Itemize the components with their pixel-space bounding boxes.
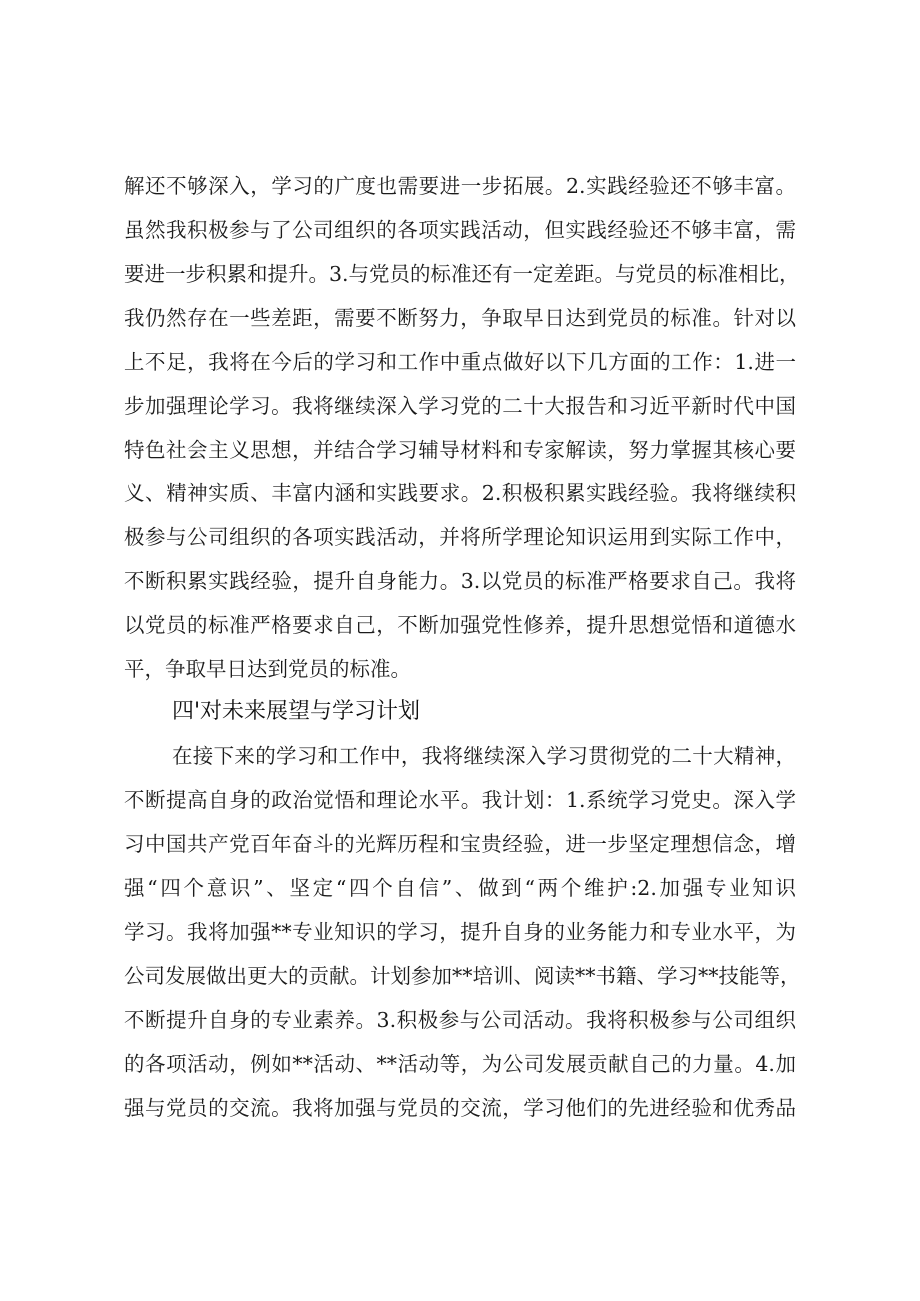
section-heading: 四'对未来展望与学习计划 (172, 699, 421, 724)
body-text-line: 公司发展做出更大的贡献。计划参加**培训、阅读**书籍、学习**技能等， (124, 964, 801, 988)
body-text-line: 强“四个意识”、坚定“四个自信”、做到“两个维护:2.加强专业知识 (124, 876, 796, 900)
body-text-line: 步加强理论学习。我将继续深入学习党的二十大报告和习近平新时代中国 (124, 394, 796, 418)
body-text-line: 学习。我将加强**专业知识的学习，提升自身的业务能力和专业水平，为 (124, 920, 796, 944)
body-text-line: 的各项活动，例如**活动、**活动等，为公司发展贡献自己的力量。4.加 (124, 1052, 796, 1076)
body-text-line: 我仍然存在一些差距，需要不断努力，争取早日达到党员的标准。针对以 (124, 306, 796, 330)
body-text-line: 在接下来的学习和工作中，我将继续深入学习贯彻党的二十大精神， (172, 744, 796, 768)
body-text-line: 虽然我积极参与了公司组织的各项实践活动，但实践经验还不够丰富，需 (124, 218, 796, 242)
body-text-line: 上不足，我将在今后的学习和工作中重点做好以下几方面的工作：1.进一 (124, 350, 796, 374)
body-text-line: 义、精神实质、丰富内涵和实践要求。2.积极积累实践经验。我将继续积 (124, 481, 796, 505)
body-text-line: 特色社会主义思想，并结合学习辅导材料和专家解读，努力掌握其核心要 (124, 438, 796, 462)
body-text-line: 以党员的标准严格要求自己，不断加强党性修养，提升思想觉悟和道德水 (124, 613, 796, 637)
body-text-line: 不断提升自身的专业素养。3.积极参与公司活动。我将积极参与公司组织 (124, 1008, 796, 1032)
body-text-line: 要进一步积累和提升。3.与党员的标准还有一定差距。与党员的标准相比， (124, 262, 800, 286)
body-text-line: 极参与公司组织的各项实践活动，并将所学理论知识运用到实际工作中， (124, 525, 796, 549)
body-text-line: 不断提高自身的政治觉悟和理论水平。我计划：1.系统学习党史。深入学 (124, 788, 796, 812)
body-text-line: 平，争取早日达到党员的标准。 (124, 657, 411, 681)
body-text-line: 不断积累实践经验，提升自身能力。3.以党员的标准严格要求自己。我将 (124, 569, 796, 593)
body-text-line: 解还不够深入，学习的广度也需要进一步拓展。2.实践经验还不够丰富。 (124, 174, 796, 198)
body-text-line: 习中国共产党百年奋斗的光辉历程和宝贵经验，进一步坚定理想信念，增 (124, 832, 796, 856)
body-text-line: 强与党员的交流。我将加强与党员的交流，学习他们的先进经验和优秀品 (124, 1096, 796, 1120)
